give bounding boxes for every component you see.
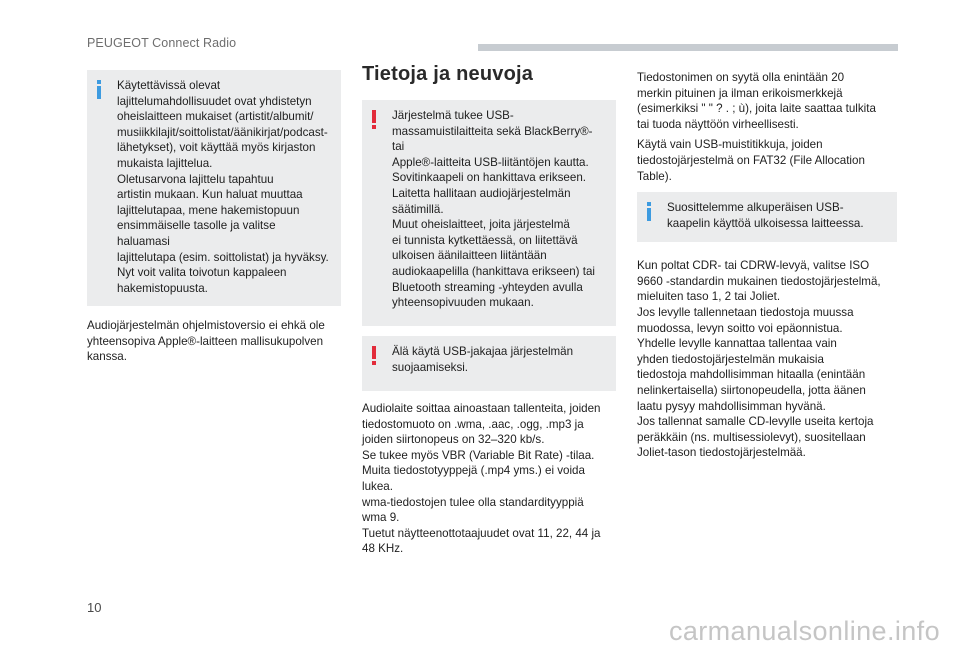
warning-box [362, 100, 616, 326]
watermark: carmanualsonline.info [668, 616, 940, 646]
info-box-text: Suosittelemme alkuperäisen USB- kaapelin käyttöä ulkoisessa laitteessa. [667, 201, 864, 230]
info-box-text: Käytettävissä olevat lajittelumahdollisuudet ovat yhdistetyn oheislaitteen mukaiset (artistit/albumit/ musiikkilajit/soittolistat/äänikirjat/podcast- lähetykset), voit käyttää myös kirjaston mukaista lajittelua. Oletusarvona lajittelu tapahtuu artistin mukaan. Kun haluat muuttaa lajittelutapaa, mene hakemistopuun ensimmäiselle tasolle ja valitse haluamasi lajittelutapa (esim. soittolistat) ja hyväksy. Nyt voit valita toivotun kappaleen hakemistopuusta. [117, 79, 329, 295]
warning-icon [371, 346, 376, 366]
info-icon [96, 80, 101, 100]
page-number: 10 [87, 600, 102, 615]
column-3 [637, 70, 897, 461]
warning-icon [371, 110, 376, 130]
section-title: Tietoja ja neuvoja [362, 63, 534, 85]
warning-box [362, 336, 616, 391]
info-icon [646, 202, 651, 222]
warning-box-text: Älä käytä USB-jakajaa järjestelmän suojaamiseksi. [392, 345, 574, 374]
paragraph: Audiojärjestelmän ohjelmistoversio ei ehkä ole yhteensopiva Apple®-laitteen mallisukupolven kanssa. [87, 319, 325, 364]
running-header: PEUGEOT Connect Radio [87, 36, 237, 50]
header-bar [478, 44, 898, 51]
info-box [87, 70, 341, 306]
warning-box-text: Järjestelmä tukee USB- massamuistilaitteita sekä BlackBerry®- tai Apple®-laitteita USB-liitäntöjen kautta. Sovitinkaapeli on hankittava erikseen. Laitetta hallitaan audiojärjestelmän säätimillä. Muut oheislaitteet, joita järjestelmä ei tunnista kytkettäessä, on liitettävä ulkoisen äänilaitteen liitäntään audiokaapelilla (hankittava erikseen) tai Bluetooth streaming -yhteyden avulla yhteensopivuuden mukaan. [392, 109, 596, 310]
paragraph: Audiolaite soittaa ainoastaan tallenteita, joiden tiedostomuoto on .wma, .aac, .ogg, .mp3 ja joiden siirtonopeus on 32–320 kb/s. Se tukee myös VBR (Variable Bit Rate) -tilaa. Muita tiedostotyyppejä (.mp4 yms.) ei voida lukea. wma-tiedostojen tulee olla standardityyppiä wma 9. Tuetut näytteenottotaajuudet ovat 11, 22, 44 ja 48 KHz. [362, 402, 601, 556]
column-1 [87, 70, 341, 365]
paragraph: Kun poltat CDR- tai CDRW-levyä, valitse ISO 9660 -standardin mukainen tiedostojärjestelmä, mieluiten taso 1, 2 tai Joliet. Jos levylle tallennetaan tiedostoja muussa muodossa, levyn soitto voi epäonnistua. Yhdelle levylle kannattaa tallentaa vain yhden tiedostojärjestelmän mukaisia tiedostoja mahdollisimman hitaalla (enintään nelinkertaisella) siirtonopeudella, jotta äänen laatu pysyy mahdollisimman hyvänä. Jos tallennat samalle CD-levylle useita kertoja peräkkäin (ns. multisessiolevyt), suositellaan Joliet-tason tiedostojärjestelmää. [637, 259, 881, 460]
column-2 [362, 62, 616, 557]
paragraph: Käytä vain USB-muistitikkuja, joiden tiedostojärjestelmä on FAT32 (File Allocation Table). [637, 138, 865, 183]
info-box [637, 192, 897, 242]
paragraph: Tiedostonimen on syytä olla enintään 20 merkin pituinen ja ilman erikoismerkkejä (esimerkiksi " " ? . ; ù), joita laite saattaa tulkita tai tuoda näyttöön virheellisesti. [637, 71, 876, 131]
